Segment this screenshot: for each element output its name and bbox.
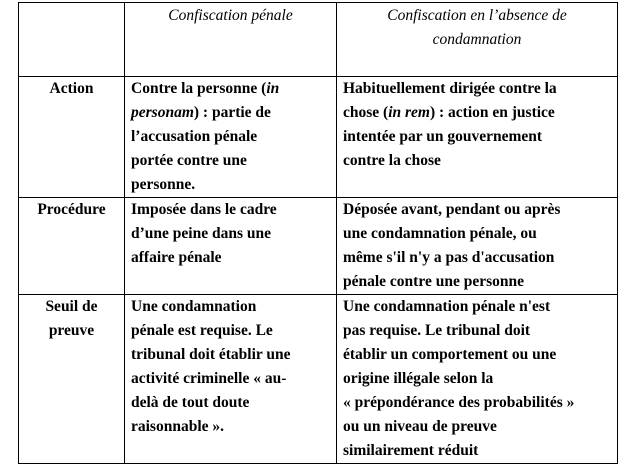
- cell-action-penal-line2-italic: personam: [131, 104, 194, 121]
- cell-procedure-absence-line1: Déposée avant, pendant ou après: [343, 201, 561, 218]
- row-procedure: [19, 198, 618, 295]
- cell-action-penal-line1-italic: in: [266, 80, 280, 97]
- cell-procedure-penal-line3: affaire pénale: [131, 249, 222, 266]
- cell-procedure-absence: [337, 198, 618, 295]
- row-label-procedure-text: Procédure: [37, 201, 106, 218]
- row-label-action: [19, 77, 125, 198]
- cell-action-absence-line1: Habituellement dirigée contre la: [343, 80, 557, 97]
- row-label-procedure: [19, 198, 125, 295]
- header-row: [19, 3, 618, 77]
- row-label-proof-line2: preuve: [48, 322, 95, 339]
- header-absence-line2: condamnation: [432, 31, 522, 48]
- cell-action-absence-line2a: chose (: [343, 104, 389, 121]
- cell-procedure-penal-line2: d’une peine dans une: [131, 225, 271, 242]
- cell-proof-penal-line1: Une condamnation: [131, 298, 257, 315]
- cell-action-penal-line1a: Contre la personne (: [131, 80, 267, 97]
- cell-proof-absence-line3: établir un comportement ou une: [343, 346, 557, 363]
- row-label-action-text: Action: [49, 80, 94, 97]
- cell-action-penal-line5: personne.: [131, 176, 196, 193]
- cell-proof-absence-line1: Une condamnation pénale n'est: [343, 298, 551, 315]
- cell-action-penal: [125, 77, 337, 198]
- row-label-proof: [19, 295, 125, 464]
- cell-proof-penal-line4: activité criminelle « au-: [131, 370, 287, 387]
- cell-proof-penal-line5: delà de tout doute: [131, 394, 250, 411]
- cell-procedure-absence-line2: une condamnation pénale, ou: [343, 225, 537, 242]
- cell-proof-absence-line2: pas requise. Le tribunal doit: [343, 322, 531, 339]
- cell-proof-penal-line3: tribunal doit établir une: [131, 346, 291, 363]
- header-absence-line1: Confiscation en l’absence de: [387, 7, 567, 24]
- header-corner-cell: [19, 3, 125, 77]
- cell-proof-penal: [125, 295, 337, 464]
- row-action: [19, 77, 618, 198]
- cell-procedure-penal: [125, 198, 337, 295]
- cell-proof-absence-line5: « prépondérance des probabilités »: [343, 394, 575, 411]
- cell-action-absence-line4: contre la chose: [343, 152, 441, 169]
- cell-proof-penal-line6: raisonnable ».: [131, 418, 225, 435]
- cell-procedure-absence-line3: même s'il n'y a pas d'accusation: [343, 249, 555, 266]
- cell-action-penal-line3: l’accusation pénale: [131, 128, 258, 145]
- cell-action-penal-line4: portée contre une: [131, 152, 247, 169]
- comparison-table: [18, 2, 618, 464]
- header-penal-text: Confiscation pénale: [168, 7, 293, 24]
- cell-proof-absence: [337, 295, 618, 464]
- cell-procedure-absence-line4: pénale contre une personne: [343, 273, 524, 290]
- cell-proof-penal-line2: pénale est requise. Le: [131, 322, 273, 339]
- cell-action-absence-line3: intentée par un gouvernement: [343, 128, 543, 145]
- row-proof-threshold: [19, 295, 618, 464]
- header-absence: [337, 3, 618, 77]
- cell-action-absence-line2b: ) : action en justice: [429, 104, 555, 121]
- cell-action-absence: [337, 77, 618, 198]
- cell-procedure-penal-line1: Imposée dans le cadre: [131, 201, 277, 218]
- header-penal: [125, 3, 337, 77]
- row-label-proof-line1: Seuil de: [45, 298, 98, 315]
- cell-proof-absence-line4: origine illégale selon la: [343, 370, 494, 387]
- cell-action-absence-line2-italic: in rem: [388, 104, 430, 121]
- cell-proof-absence-line6: ou un niveau de preuve: [343, 418, 497, 435]
- cell-action-penal-line2b: ) : partie de: [193, 104, 271, 121]
- cell-proof-absence-line7: similairement réduit: [343, 442, 479, 459]
